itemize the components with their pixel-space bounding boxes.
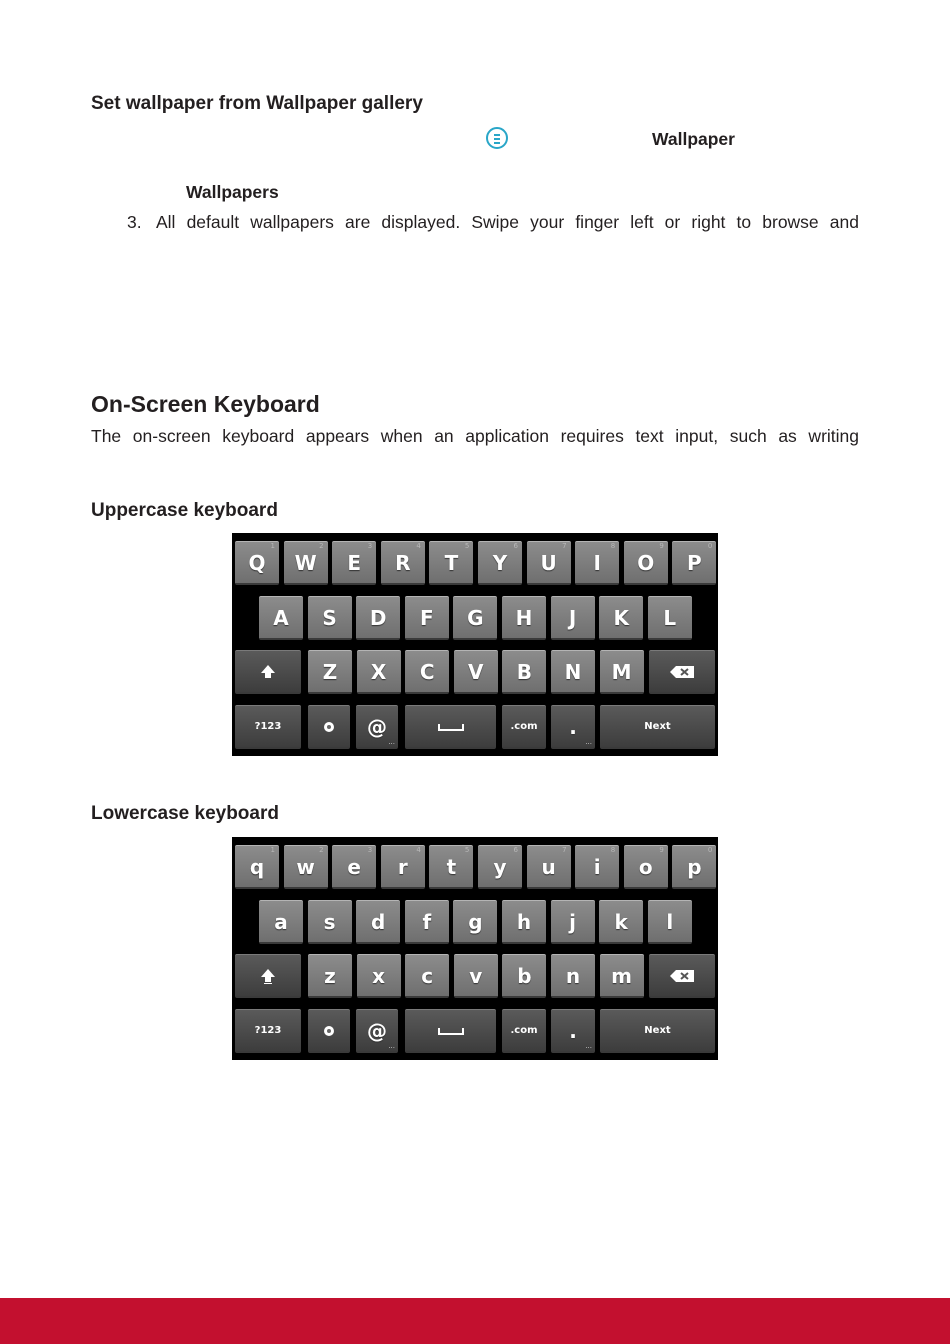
key-X xyxy=(357,650,401,694)
key-K xyxy=(599,596,643,640)
at-label: @ xyxy=(367,714,387,739)
wallpaper-label: Wallpaper xyxy=(652,129,735,149)
key-label: Y xyxy=(492,550,508,575)
dotcom-label: .com xyxy=(510,1025,538,1036)
lowercase-heading: Lowercase keyboard xyxy=(91,803,279,824)
key-label: T xyxy=(444,550,459,575)
key-label: V xyxy=(468,659,484,684)
key-label: t xyxy=(446,854,457,879)
symbols-label: ?123 xyxy=(254,721,282,732)
settings-icon xyxy=(322,1024,336,1038)
key-label: B xyxy=(516,659,533,684)
key-Q xyxy=(235,541,279,585)
key-label: x xyxy=(372,963,386,988)
backspace-key xyxy=(649,954,715,998)
key-label: n xyxy=(565,963,581,988)
key-hint: 1 xyxy=(270,542,275,550)
key-label: z xyxy=(324,963,336,988)
key-label: f xyxy=(422,909,432,934)
wallpapers-label: Wallpapers xyxy=(186,182,279,202)
key-label: v xyxy=(469,963,483,988)
key-u xyxy=(527,845,571,889)
key-g xyxy=(453,900,497,944)
key-V xyxy=(454,650,498,694)
key-h xyxy=(502,900,546,944)
key-hint: 7 xyxy=(562,846,567,854)
settings-key xyxy=(308,1009,350,1053)
key-label: w xyxy=(296,854,315,879)
key-hint: 7 xyxy=(562,542,567,550)
key-q xyxy=(235,845,279,889)
key-H xyxy=(502,596,546,640)
backspace-key xyxy=(649,650,715,694)
backspace-icon xyxy=(669,969,695,983)
period-label: . xyxy=(569,1018,577,1043)
key-label: H xyxy=(515,605,533,630)
key-label: O xyxy=(637,550,655,575)
key-hint: 4 xyxy=(416,542,421,550)
key-n xyxy=(551,954,595,998)
key-label: Z xyxy=(322,659,338,684)
key-P xyxy=(672,541,716,585)
key-label: d xyxy=(371,909,386,934)
key-hint: 5 xyxy=(464,542,470,550)
dotcom-key xyxy=(502,1009,546,1053)
key-label: E xyxy=(347,550,362,575)
key-R xyxy=(381,541,425,585)
key-Z xyxy=(308,650,352,694)
key-hint: 4 xyxy=(416,846,421,854)
key-f xyxy=(405,900,449,944)
key-label: A xyxy=(273,605,289,630)
key-p xyxy=(672,845,716,889)
key-i xyxy=(575,845,619,889)
key-v xyxy=(454,954,498,998)
key-hint: 0 xyxy=(707,542,713,550)
space-bar-icon xyxy=(438,1026,464,1036)
key-b xyxy=(502,954,546,998)
key-O xyxy=(624,541,668,585)
key-x xyxy=(357,954,401,998)
space-key xyxy=(405,705,496,749)
section-title: On-Screen Keyboard xyxy=(91,391,320,417)
key-hint: 9 xyxy=(659,846,664,854)
shift-key xyxy=(235,954,301,998)
key-label: i xyxy=(593,854,601,879)
key-N xyxy=(551,650,595,694)
shift-icon xyxy=(260,968,276,984)
more-dots: ... xyxy=(585,1042,592,1050)
symbols-key xyxy=(235,705,301,749)
key-hint: 3 xyxy=(367,846,373,854)
key-hint: 1 xyxy=(270,846,275,854)
period-label: . xyxy=(569,714,577,739)
key-r xyxy=(381,845,425,889)
settings-key xyxy=(308,705,350,749)
keyboard-intro: The on-screen keyboard appears when an application requires text input, such as writing xyxy=(91,426,859,446)
dotcom-label: .com xyxy=(510,721,538,732)
wallpaper-gallery-heading: Set wallpaper from Wallpaper gallery xyxy=(91,93,423,114)
step-number: 3. xyxy=(127,212,142,232)
key-label: J xyxy=(568,605,577,630)
settings-icon xyxy=(322,720,336,734)
key-label: G xyxy=(467,605,484,630)
symbols-label: ?123 xyxy=(254,1025,282,1036)
key-label: k xyxy=(614,909,628,934)
key-label: C xyxy=(419,659,435,684)
key-E xyxy=(332,541,376,585)
key-hint: 2 xyxy=(319,846,324,854)
key-label: l xyxy=(666,909,674,934)
key-hint: 8 xyxy=(610,542,616,550)
key-hint: 3 xyxy=(367,542,373,550)
key-t xyxy=(429,845,473,889)
key-B xyxy=(502,650,546,694)
key-o xyxy=(624,845,668,889)
key-label: a xyxy=(274,909,288,934)
symbols-key xyxy=(235,1009,301,1053)
uppercase-heading: Uppercase keyboard xyxy=(91,500,278,521)
key-label: D xyxy=(369,605,387,630)
key-hint: 2 xyxy=(319,542,324,550)
key-L xyxy=(648,596,692,640)
backspace-icon xyxy=(669,665,695,679)
key-J xyxy=(551,596,595,640)
lowercase-keyboard-image xyxy=(232,837,718,1060)
shift-key xyxy=(235,650,301,694)
key-z xyxy=(308,954,352,998)
key-c xyxy=(405,954,449,998)
key-label: u xyxy=(541,854,556,879)
key-y xyxy=(478,845,522,889)
key-label: y xyxy=(493,854,507,879)
more-dots: ... xyxy=(388,738,395,746)
space-key xyxy=(405,1009,496,1053)
key-label: c xyxy=(421,963,434,988)
key-M xyxy=(600,650,644,694)
key-label: b xyxy=(517,963,532,988)
step-text: All default wallpapers are displayed. Swipe your finger left or right to browse and xyxy=(156,212,859,232)
key-d xyxy=(356,900,400,944)
key-label: X xyxy=(370,659,387,684)
key-s xyxy=(308,900,352,944)
key-label: o xyxy=(638,854,653,879)
key-I xyxy=(575,541,619,585)
key-label: h xyxy=(516,909,532,934)
key-label: K xyxy=(613,605,629,630)
key-G xyxy=(453,596,497,640)
key-hint: 8 xyxy=(610,846,616,854)
dotcom-key xyxy=(502,705,546,749)
key-label: M xyxy=(611,659,632,684)
key-label: P xyxy=(687,550,702,575)
key-hint: 6 xyxy=(513,542,518,550)
key-Y xyxy=(478,541,522,585)
at-label: @ xyxy=(367,1018,387,1043)
key-label: p xyxy=(687,854,702,879)
shift-icon xyxy=(260,664,276,680)
key-C xyxy=(405,650,449,694)
at-key xyxy=(356,1009,398,1053)
key-label: N xyxy=(564,659,582,684)
key-label: Q xyxy=(248,550,266,575)
key-w xyxy=(284,845,328,889)
at-key xyxy=(356,705,398,749)
key-label: W xyxy=(294,550,317,575)
period-key xyxy=(551,1009,595,1053)
key-W xyxy=(284,541,328,585)
key-label: j xyxy=(569,909,577,934)
next-label: Next xyxy=(644,1025,671,1036)
key-label: U xyxy=(540,550,557,575)
more-dots: ... xyxy=(585,738,592,746)
uppercase-keyboard-image xyxy=(232,533,718,756)
key-label: r xyxy=(397,854,408,879)
key-j xyxy=(551,900,595,944)
key-label: q xyxy=(249,854,265,879)
key-S xyxy=(308,596,352,640)
key-k xyxy=(599,900,643,944)
page-footer-bar xyxy=(0,1298,950,1344)
next-label: Next xyxy=(644,721,671,732)
key-label: I xyxy=(593,550,601,575)
key-label: g xyxy=(468,909,483,934)
key-m xyxy=(600,954,644,998)
key-D xyxy=(356,596,400,640)
key-hint: 9 xyxy=(659,542,664,550)
next-key xyxy=(600,1009,715,1053)
key-label: L xyxy=(663,605,677,630)
key-F xyxy=(405,596,449,640)
menu-icon xyxy=(486,127,508,149)
key-A xyxy=(259,596,303,640)
more-dots: ... xyxy=(388,1042,395,1050)
key-label: s xyxy=(323,909,336,934)
key-label: m xyxy=(611,963,633,988)
key-label: R xyxy=(395,550,411,575)
key-l xyxy=(648,900,692,944)
key-label: e xyxy=(347,854,361,879)
next-key xyxy=(600,705,715,749)
key-hint: 5 xyxy=(464,846,470,854)
key-U xyxy=(527,541,571,585)
period-key xyxy=(551,705,595,749)
key-hint: 6 xyxy=(513,846,518,854)
space-bar-icon xyxy=(438,722,464,732)
key-hint: 0 xyxy=(707,846,713,854)
key-label: F xyxy=(419,605,434,630)
key-label: S xyxy=(322,605,337,630)
key-T xyxy=(429,541,473,585)
key-e xyxy=(332,845,376,889)
key-a xyxy=(259,900,303,944)
